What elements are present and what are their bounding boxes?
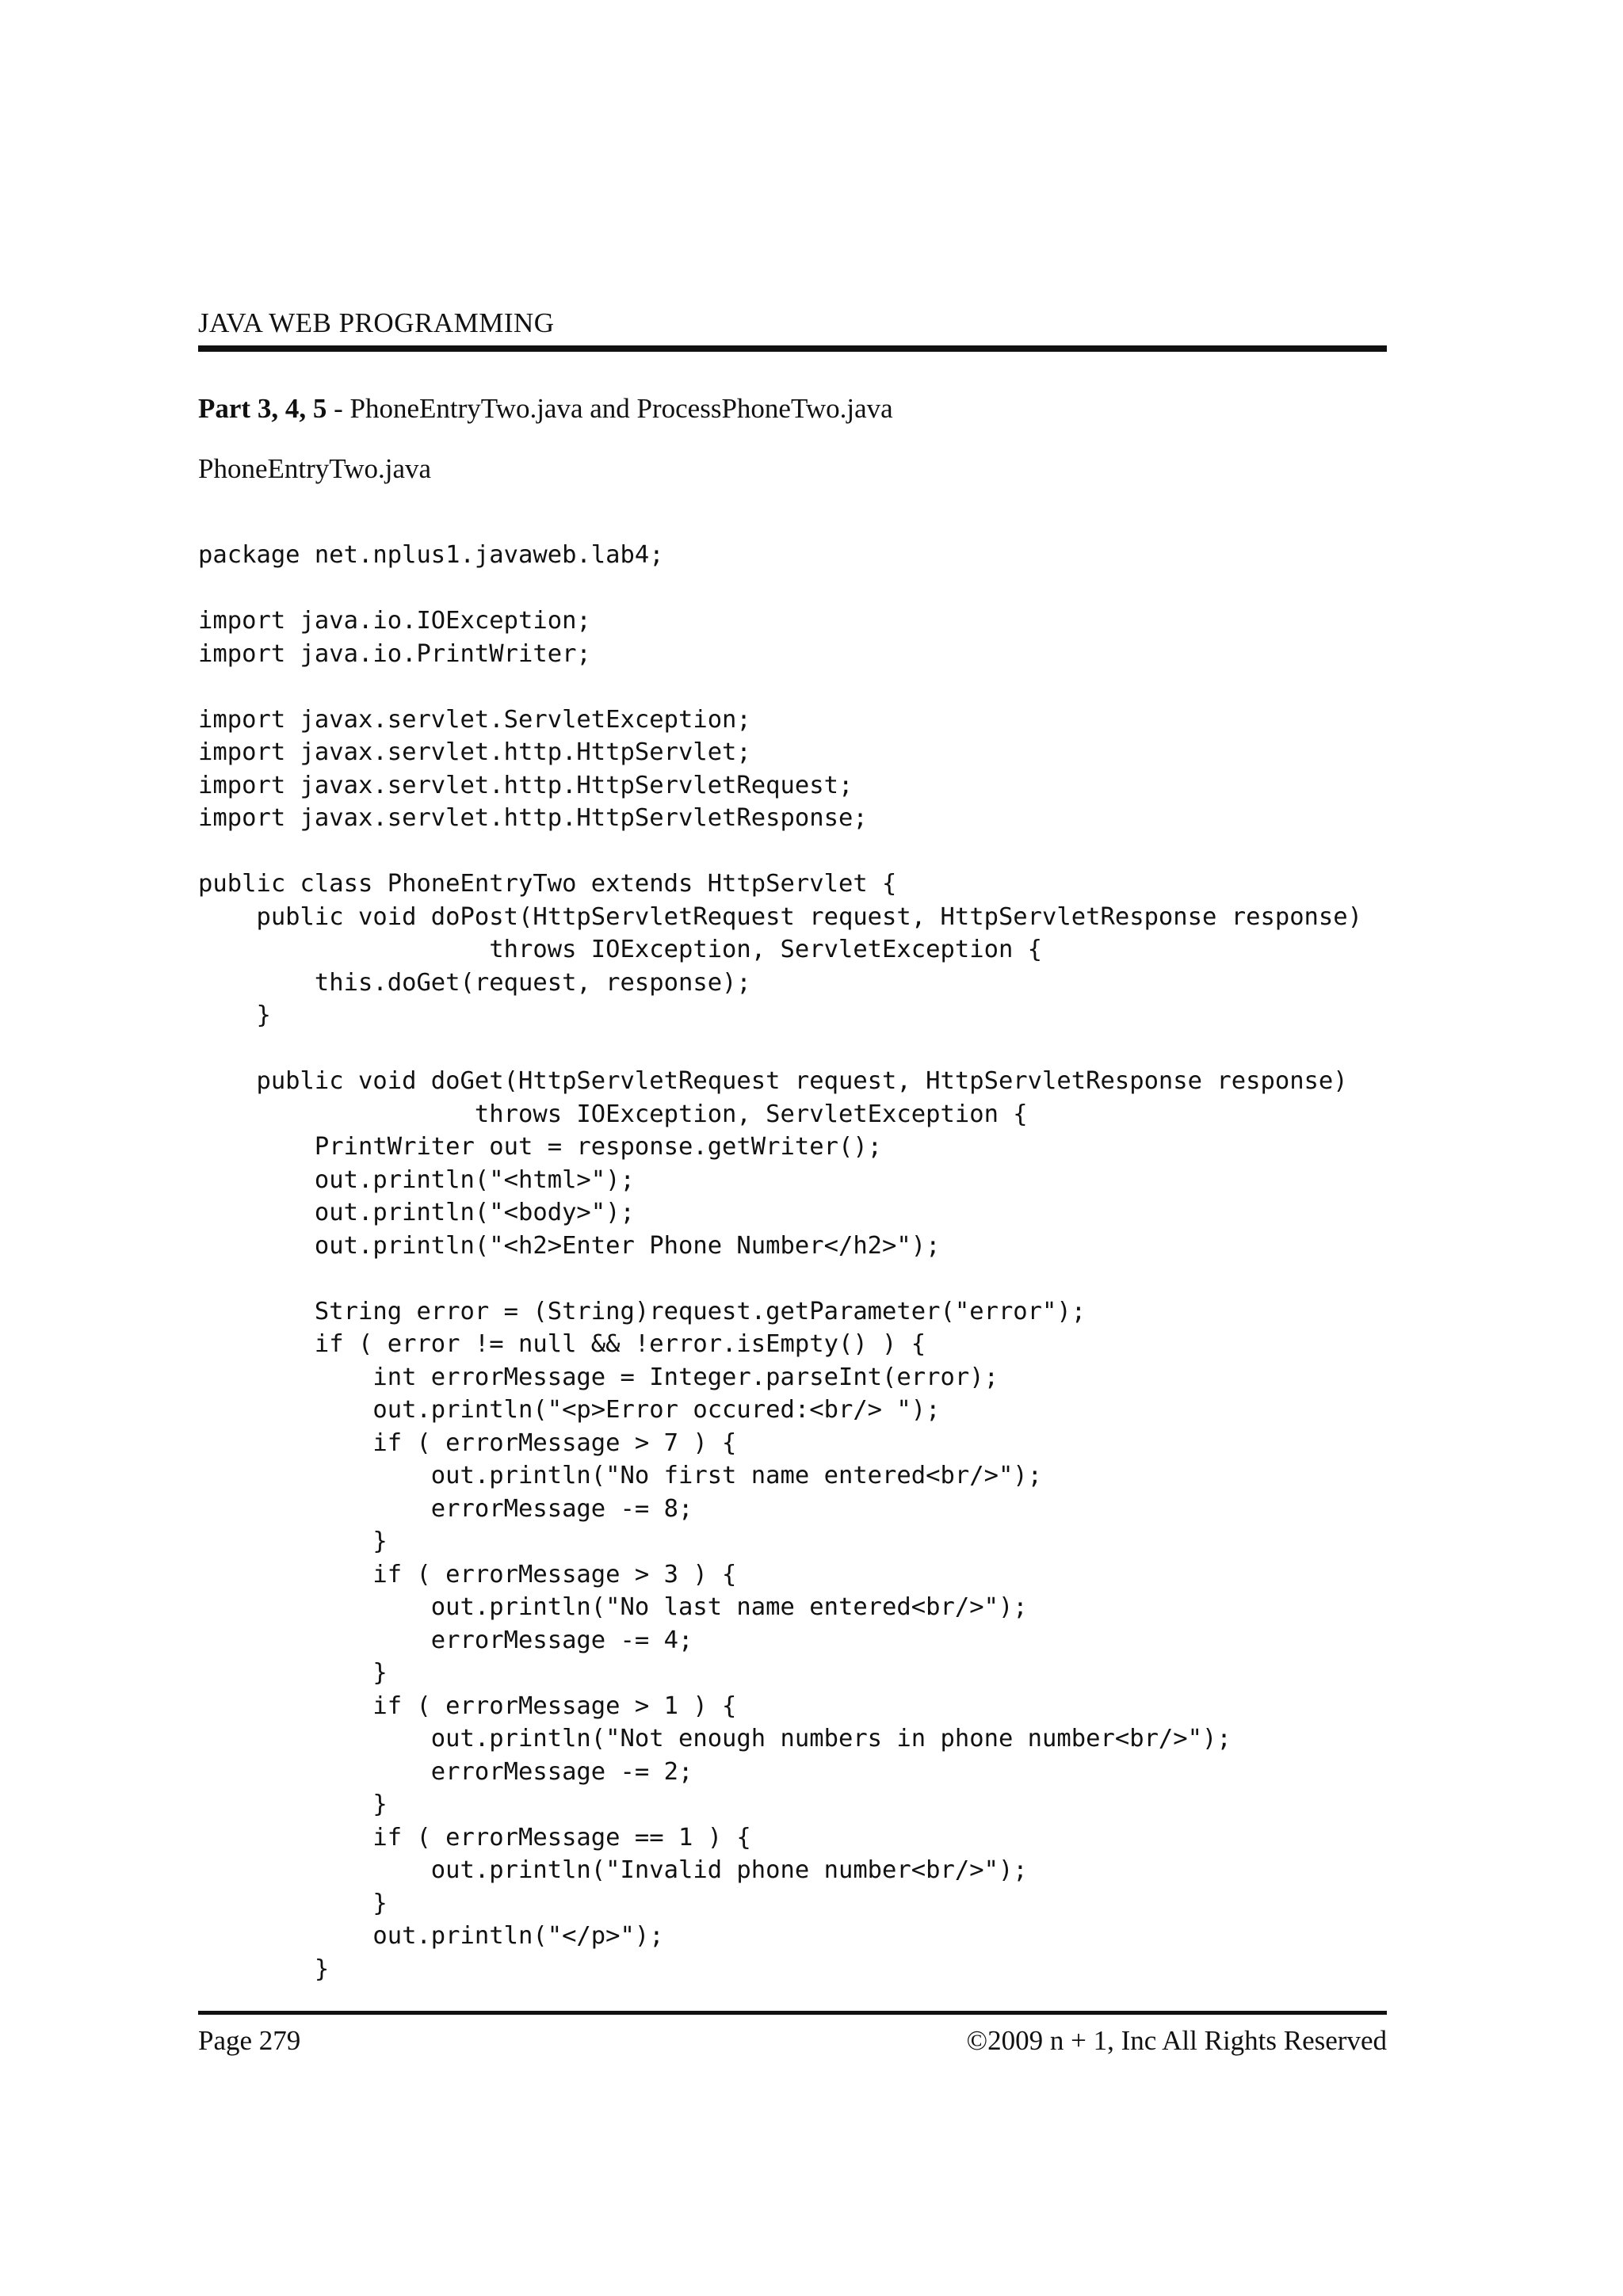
- code-line: int errorMessage = Integer.parseInt(error);: [198, 1363, 999, 1391]
- code-line: public class PhoneEntryTwo extends HttpServlet {: [198, 870, 897, 898]
- page-number: Page 279: [198, 2025, 301, 2056]
- section-label-bold: Part 3, 4, 5: [198, 393, 327, 424]
- code-line: out.println("<body>");: [198, 1199, 635, 1226]
- code-line: String error = (String)request.getParameter("error");: [198, 1297, 1086, 1325]
- code-line: errorMessage -= 8;: [198, 1494, 693, 1523]
- code-line: import javax.servlet.ServletException;: [198, 705, 751, 734]
- code-line: out.println("No last name entered<br/>");: [198, 1593, 1028, 1621]
- code-line: import java.io.PrintWriter;: [198, 639, 591, 668]
- code-line: }: [198, 1955, 330, 1983]
- header-rule: [198, 345, 1387, 352]
- code-listing: [198, 539, 1362, 1985]
- code-line: out.println("</p>");: [198, 1922, 664, 1950]
- file-name-heading: PhoneEntryTwo.java: [198, 453, 432, 484]
- code-line: out.println("<html>");: [198, 1165, 635, 1194]
- running-header: JAVA WEB PROGRAMMING: [198, 307, 555, 338]
- code-line: public void doGet(HttpServletRequest request, HttpServletResponse response): [198, 1067, 1348, 1095]
- code-line: out.println("No first name entered<br/>");: [198, 1462, 1043, 1489]
- footer-rule: [198, 2011, 1387, 2015]
- code-line: import javax.servlet.http.HttpServlet;: [198, 738, 751, 766]
- code-line: this.doGet(request, response);: [198, 968, 751, 997]
- code-line: out.println("Not enough numbers in phone number<br/>");: [198, 1725, 1232, 1753]
- code-line: import javax.servlet.http.HttpServletResponse;: [198, 804, 868, 832]
- code-line: }: [198, 1791, 388, 1818]
- copyright-notice: ©2009 n + 1, Inc All Rights Reserved: [966, 2025, 1387, 2056]
- code-line: if ( errorMessage == 1 ) {: [198, 1823, 751, 1852]
- code-line: if ( errorMessage > 1 ) {: [198, 1691, 737, 1720]
- code-line: }: [198, 1659, 388, 1687]
- code-line: errorMessage -= 4;: [198, 1626, 693, 1654]
- code-line: public void doPost(HttpServletRequest request, HttpServletResponse response): [198, 902, 1363, 931]
- code-line: [198, 835, 1362, 868]
- code-line: [198, 572, 1362, 605]
- code-line: if ( error != null && !error.isEmpty() ) {: [198, 1330, 926, 1358]
- code-line: [198, 1032, 1362, 1066]
- section-title: [198, 393, 893, 425]
- code-line: [198, 1262, 1362, 1295]
- code-line: import java.io.IOException;: [198, 607, 591, 635]
- code-line: throws IOException, ServletException {: [198, 1100, 1028, 1128]
- code-line: throws IOException, ServletException {: [198, 936, 1043, 963]
- code-line: out.println("<p>Error occured:<br/> ");: [198, 1396, 941, 1424]
- code-line: import javax.servlet.http.HttpServletRequest;: [198, 771, 854, 799]
- code-line: out.println("<h2>Enter Phone Number</h2>");: [198, 1231, 941, 1260]
- code-line: PrintWriter out = response.getWriter();: [198, 1133, 883, 1161]
- code-line: }: [198, 1001, 271, 1029]
- code-line: [198, 670, 1362, 704]
- code-line: }: [198, 1527, 388, 1555]
- section-label-rest: - PhoneEntryTwo.java and ProcessPhoneTwo.java: [327, 393, 893, 424]
- code-line: if ( errorMessage > 3 ) {: [198, 1560, 737, 1589]
- code-line: errorMessage -= 2;: [198, 1757, 693, 1786]
- code-line: out.println("Invalid phone number<br/>");: [198, 1856, 1028, 1884]
- code-line: }: [198, 1889, 388, 1917]
- code-line: if ( errorMessage > 7 ) {: [198, 1428, 737, 1457]
- code-line: package net.nplus1.javaweb.lab4;: [198, 541, 664, 569]
